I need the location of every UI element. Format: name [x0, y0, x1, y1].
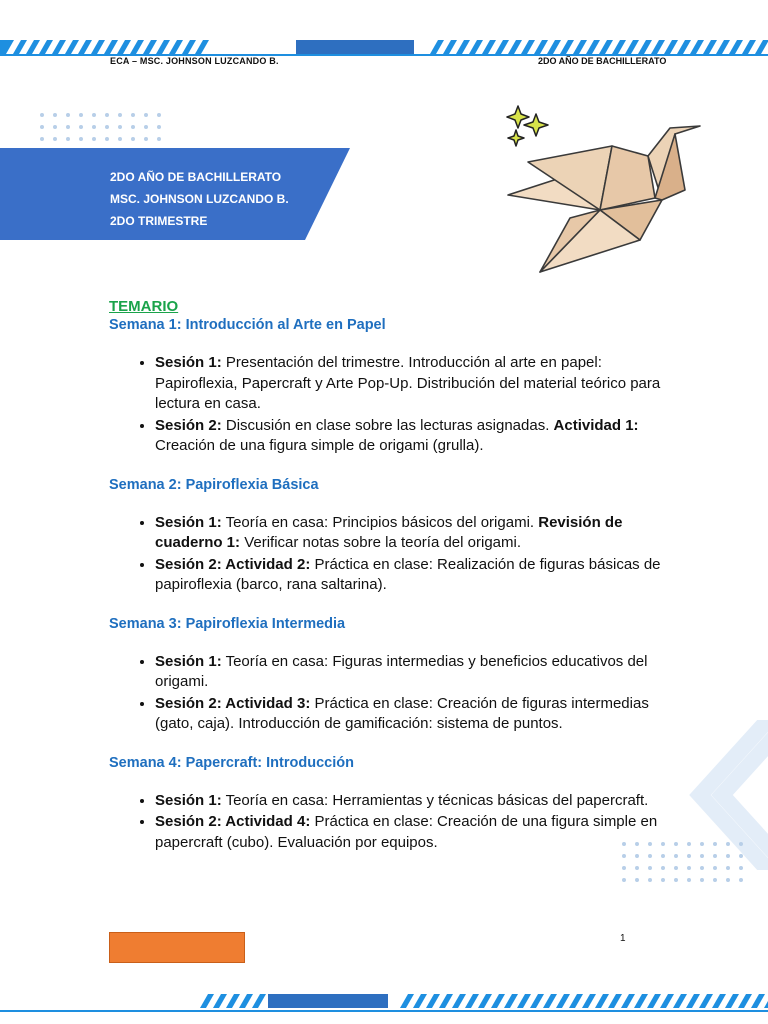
dot: [66, 125, 70, 129]
dot: [53, 137, 57, 141]
dot: [131, 137, 135, 141]
dot: [739, 854, 743, 858]
top-stripe-decoration: [0, 36, 768, 58]
dot: [661, 842, 665, 846]
dot: [713, 878, 717, 882]
dot-grid-top: [40, 113, 161, 141]
dot: [635, 842, 639, 846]
week-2-sessions: [109, 513, 679, 596]
dot: [105, 113, 109, 117]
dot: [79, 137, 83, 141]
dot: [726, 842, 730, 846]
dot: [40, 113, 44, 117]
dot: [687, 866, 691, 870]
banner-line-course: 2DO AÑO DE BACHILLERATO: [110, 170, 282, 184]
list-item: • Sesión 2: Actividad 3: Práctica en clase: Creación de figuras intermedias (gato, caja). Introducción de gamificación: sistema de puntos.: [155, 694, 679, 735]
dot: [674, 842, 678, 846]
dot: [700, 878, 704, 882]
week-3-sessions: [109, 652, 679, 735]
list-item: • Sesión 1: Presentación del trimestre. Introducción al arte en papel: Papiroflexia, Papercraft y Arte Pop-Up. Distribución del material teórico para lectura en casa.: [155, 353, 679, 415]
dot: [648, 854, 652, 858]
dot: [118, 113, 122, 117]
dot: [713, 842, 717, 846]
dot: [131, 113, 135, 117]
dot: [105, 125, 109, 129]
dot: [53, 125, 57, 129]
dot: [622, 842, 626, 846]
origami-bird-icon: [500, 100, 725, 280]
dot: [739, 842, 743, 846]
week-1-title: Semana 1: Introducción al Arte en Papel: [109, 317, 386, 333]
dot: [700, 842, 704, 846]
dot: [700, 866, 704, 870]
dot-grid-bottom: [622, 842, 743, 882]
header-left-text: ECA – MSC. JOHNSON LUZCANDO B.: [110, 56, 279, 66]
dot: [622, 878, 626, 882]
list-item: • Sesión 2: Actividad 4: Práctica en clase: Creación de una figura simple en papercraft (cubo). Evaluación por equipos.: [155, 812, 679, 853]
dot: [648, 866, 652, 870]
dot: [661, 878, 665, 882]
dot: [118, 125, 122, 129]
dot: [622, 866, 626, 870]
dot: [622, 854, 626, 858]
dot: [648, 842, 652, 846]
dot: [674, 866, 678, 870]
dot: [713, 866, 717, 870]
dot: [726, 866, 730, 870]
header-right-text: 2DO AÑO DE BACHILLERATO: [538, 56, 667, 66]
dot: [674, 878, 678, 882]
dot: [635, 866, 639, 870]
dot: [144, 137, 148, 141]
dot: [635, 854, 639, 858]
dot: [92, 113, 96, 117]
dot: [726, 878, 730, 882]
dot: [726, 854, 730, 858]
dot: [79, 125, 83, 129]
orange-box: [109, 932, 245, 963]
dot: [66, 113, 70, 117]
dot: [53, 113, 57, 117]
banner-text: [110, 166, 289, 232]
page-number: 1: [620, 933, 626, 944]
dot: [79, 113, 83, 117]
banner-line-term: 2DO TRIMESTRE: [110, 214, 208, 228]
dot: [157, 125, 161, 129]
list-item: • Sesión 1: Teoría en casa: Figuras intermedias y beneficios educativos del origami.: [155, 652, 679, 693]
list-item: • Sesión 2: Discusión en clase sobre las lecturas asignadas. Actividad 1: Creación de una figura simple de origami (grulla).: [155, 416, 679, 457]
dot: [674, 854, 678, 858]
dot: [118, 137, 122, 141]
dot: [92, 137, 96, 141]
dot: [661, 866, 665, 870]
dot: [661, 854, 665, 858]
bottom-stripe-decoration: [0, 990, 768, 1012]
syllabus-content: [109, 298, 679, 873]
week-4-title: Semana 4: Papercraft: Introducción: [109, 754, 354, 771]
dot: [144, 125, 148, 129]
dot: [40, 137, 44, 141]
dot: [687, 878, 691, 882]
dot: [635, 878, 639, 882]
week-2-title: Semana 2: Papiroflexia Básica: [109, 476, 319, 493]
dot: [157, 113, 161, 117]
list-item: • Sesión 1: Teoría en casa: Herramientas y técnicas básicas del papercraft.: [155, 791, 679, 812]
dot: [131, 125, 135, 129]
dot: [105, 137, 109, 141]
dot: [687, 854, 691, 858]
banner-line-teacher: MSC. JOHNSON LUZCANDO B.: [110, 192, 289, 206]
list-item: • Sesión 1: Teoría en casa: Principios básicos del origami. Revisión de cuaderno 1: Verificar notas sobre la teoría del origami.: [155, 513, 679, 554]
dot: [713, 854, 717, 858]
dot: [144, 113, 148, 117]
dot: [66, 137, 70, 141]
sparkle-icon: [507, 106, 548, 146]
dot: [40, 125, 44, 129]
dot: [648, 878, 652, 882]
dot: [157, 137, 161, 141]
dot: [739, 866, 743, 870]
week-4-sessions: [109, 791, 679, 854]
week-1-sessions: [109, 353, 679, 457]
list-item: • Sesión 2: Actividad 2: Práctica en clase: Realización de figuras básicas de papiroflexia (barco, rana saltarina).: [155, 555, 679, 596]
dot: [687, 842, 691, 846]
dot: [739, 878, 743, 882]
week-3-title: Semana 3: Papiroflexia Intermedia: [109, 615, 346, 632]
temario-heading: TEMARIO: [109, 298, 179, 315]
dot: [700, 854, 704, 858]
dot: [92, 125, 96, 129]
